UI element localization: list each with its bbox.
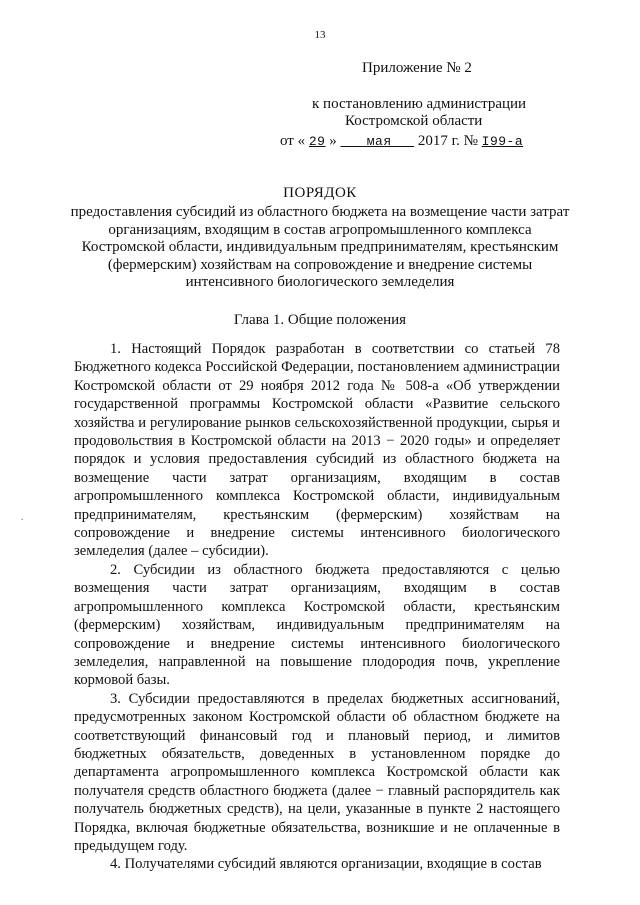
date-year-text: 2017 г. № <box>417 133 478 149</box>
paragraph-1: 1. Настоящий Порядок разработан в соответствии со статьей 78 Бюджетного кодекса Российской Федерации, постановлением администрации Костромской области от 29 ноября 2012 года № 508-а «Об утверждении государственной программы Костромской области «Развитие сельского хозяйства и регулирование рынков сельскохозяйственной продукции, сырья и продовольствия в Костромской области на 2013 − 2020 годы» и определяет порядок и условия предоставления субсидий из областного бюджета на возмещение части затрат организациям, входящим в состав агропромышленного комплекса Костромской области, индивидуальным предпринимателям, крестьянским (фермерским) хозяйствам на сопровождение и внедрение системы интенсивного биологического земледелия (далее – субсидии). <box>74 341 560 560</box>
date-day: 29 <box>308 134 326 149</box>
document-title: ПОРЯДОК <box>283 185 357 201</box>
date-quote-close: » <box>329 133 337 149</box>
page-number: 13 <box>314 29 326 41</box>
body-text <box>74 340 560 874</box>
margin-mark: . <box>21 512 24 522</box>
date-month: мая <box>366 134 392 149</box>
appendix-line2: Костромской области <box>345 113 483 129</box>
document-subtitle: предоставления субсидий из областного бюджета на возмещение части затрат организациям, входящим в состав агропромышленного комплекса Костромской области, индивидуальным предпринимателям, крестьянским (фермерским) хозяйствам на сопровождение и внедрение системы интенсивного биологического земледелия <box>70 204 570 290</box>
chapter-heading: Глава 1. Общие положения <box>233 312 407 328</box>
paragraph-4: 4. Получателями субсидий являются организации, входящие в состав <box>110 856 542 873</box>
paragraph-2: 2. Субсидии из областного бюджета предоставляются с целью возмещения части затрат организациям, входящим в состав агропромышленного комплекса Костромской области, крестьянским (фермерским) хозяйствам, индивидуальным предпринимателям на сопровождение и внедрение системы интенсивного биологического земледелия, направленной на повышение плодородия почв, укрепление кормовой базы. <box>74 561 560 689</box>
paragraph-3: 3. Субсидии предоставляются в пределах бюджетных ассигнований, предусмотренных законом Костромской области об областном бюджете на соответствующий финансовый год и плановый период, и лимитов бюджетных обязательств, доведенных в установленном порядке до департамента агропромышленного комплекса Костромской области как получателя средств областного бюджета (далее − главный распорядитель как получатель бюджетных средств), на цели, указанные в пункте 2 настоящего Порядка, включая бюджетные обязательства, возникшие и не оплаченные в предыдущем году. <box>74 690 560 854</box>
date-prefix: от « <box>280 133 306 149</box>
appendix-line1: к постановлению администрации <box>312 96 527 112</box>
date-month-field <box>340 133 414 149</box>
appendix-title: Приложение № 2 <box>362 60 472 76</box>
appendix-date-line <box>280 133 523 150</box>
resolution-number: I99-а <box>481 134 524 149</box>
